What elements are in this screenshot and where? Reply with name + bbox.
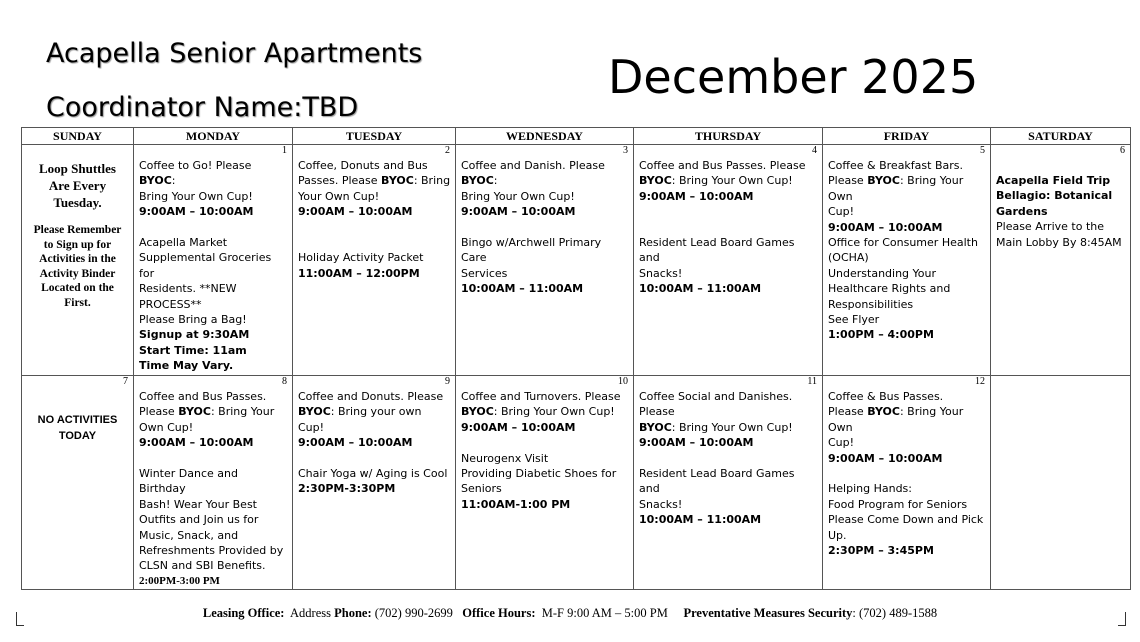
event-time: 9:00AM – 10:00AM	[461, 420, 576, 434]
event-line: Winter Dance and Birthday	[139, 467, 238, 496]
event-time: 2:30PM – 3:45PM	[828, 544, 934, 558]
event-line: Please Come Down and Pick	[828, 513, 984, 527]
event-line: Coffee & Breakfast Bars.	[828, 159, 963, 172]
day-header-row	[22, 128, 1131, 145]
event-line: Snacks!	[639, 497, 683, 511]
day-cell-1	[134, 145, 293, 376]
event-line: Coffee and Turnovers. Please	[461, 390, 621, 403]
day-cell-7	[22, 376, 134, 590]
event-line: Cup!	[828, 205, 855, 219]
event-time: 2:00PM-3:00 PM	[139, 574, 220, 587]
event-time: 9:00AM – 10:00AM	[639, 436, 754, 450]
event-line: Coffee and Bus Passes. Please	[639, 159, 806, 172]
event-line: Your Own Cup!	[298, 189, 380, 203]
date-number: 11	[807, 376, 817, 387]
no-activities-note: NO ACTIVITIES	[37, 414, 118, 426]
event-line: Services	[461, 266, 508, 280]
month-title: December 2025	[608, 50, 979, 104]
day-header-tuesday: TUESDAY	[293, 128, 456, 145]
event-line: Snacks!	[639, 266, 683, 280]
day-header-friday: FRIDAY	[823, 128, 991, 145]
day-header-sunday: SUNDAY	[22, 128, 134, 145]
day-cell-5	[823, 145, 991, 376]
event-time: 9:00AM – 10:00AM	[139, 436, 254, 450]
event-line: Providing Diabetic Shoes for	[461, 467, 617, 481]
event-line: Resident Lead Board Games and	[639, 467, 795, 496]
event-line: Bingo w/Archwell Primary Care	[461, 236, 602, 265]
event-line: BYOC: Bring Your Own Cup!	[461, 405, 615, 419]
event-line: Bring Your Own Cup!	[461, 189, 575, 203]
event-line: Please Arrive to the	[996, 220, 1104, 234]
coordinator-name: Coordinator Name:TBD	[46, 92, 359, 123]
event-time: 1:00PM – 4:00PM	[828, 328, 934, 342]
crop-mark-left	[16, 612, 24, 626]
event-line: Please BYOC: Bring Your	[139, 405, 275, 419]
week-row-1	[22, 145, 1131, 376]
event-line: Cup!	[828, 436, 855, 450]
event-time: 10:00AM – 11:00AM	[639, 513, 762, 527]
event-line: Main Lobby By 8:45AM	[996, 235, 1122, 249]
event-line: Chair Yoga w/ Aging is Cool	[298, 467, 448, 481]
event-line: Bash! Wear Your Best	[139, 497, 257, 511]
event-line: Healthcare Rights and	[828, 282, 951, 296]
event-line: Coffee to Go! Please BYOC:	[139, 159, 252, 188]
event-line: Coffee and Danish. Please BYOC:	[461, 159, 605, 188]
day-cell-4	[634, 145, 823, 376]
event-line: Please Bring a Bag!	[139, 313, 247, 327]
event-line: PROCESS**	[139, 297, 202, 311]
event-time: 10:00AM – 11:00AM	[461, 282, 584, 296]
event-time: 2:30PM-3:30PM	[298, 482, 396, 496]
day-cell-6	[991, 145, 1131, 376]
event-line: Responsibilities	[828, 297, 914, 311]
event-line: Gardens	[996, 204, 1048, 218]
event-time: 10:00AM – 11:00AM	[639, 282, 762, 296]
day-cell-8	[134, 376, 293, 590]
footer-contact: Leasing Office: Address Phone: (702) 990-2699 Office Hours: M-F 9:00 AM – 5:00 PM Preventative Measures Security: (702) 489-1588	[202, 606, 938, 620]
event-line: Holiday Activity Packet	[298, 251, 424, 265]
event-line: Acapella Field Trip	[996, 174, 1111, 187]
event-time: 9:00AM – 10:00AM	[828, 220, 943, 234]
crop-mark-right	[1118, 612, 1126, 626]
event-line: Coffee and Bus Passes.	[139, 390, 267, 403]
day-cell-3	[456, 145, 634, 376]
event-line: Neurogenx Visit	[461, 451, 549, 465]
event-time: 9:00AM – 10:00AM	[639, 189, 754, 203]
event-line: Resident Lead Board Games and	[639, 236, 795, 265]
day-cell-10	[456, 376, 634, 590]
event-time: 9:00AM – 10:00AM	[461, 205, 576, 219]
event-time: 11:00AM – 12:00PM	[298, 266, 420, 280]
shuttle-note: Loop Shuttles Are Every Tuesday.	[39, 161, 116, 210]
property-name: Acapella Senior Apartments	[46, 38, 423, 69]
date-number: 4	[812, 145, 817, 156]
event-time: Signup at 9:30AM	[139, 328, 250, 342]
event-line: Residents. **NEW	[139, 282, 237, 296]
date-number: 5	[980, 145, 985, 156]
day-header-monday: MONDAY	[134, 128, 293, 145]
date-number: 10	[618, 376, 628, 387]
date-number: 8	[282, 376, 287, 387]
event-time: 9:00AM – 10:00AM	[298, 205, 413, 219]
event-line: BYOC: Bring Your Own Cup!	[639, 420, 793, 434]
event-line: Up.	[828, 528, 847, 542]
date-number: 12	[975, 376, 985, 387]
day-header-saturday: SATURDAY	[991, 128, 1131, 145]
event-line: Coffee and Donuts. Please	[298, 390, 444, 403]
date-number: 2	[445, 145, 450, 156]
event-line: Outfits and Join us for	[139, 513, 259, 527]
week-row-2	[22, 376, 1131, 590]
day-cell-13	[991, 376, 1131, 590]
event-time: 9:00AM – 10:00AM	[298, 436, 413, 450]
event-time: 9:00AM – 10:00AM	[139, 205, 254, 219]
day-header-wednesday: WEDNESDAY	[456, 128, 634, 145]
event-line: Supplemental Groceries for	[139, 251, 272, 280]
event-line: See Flyer	[828, 313, 880, 327]
event-line: Own Cup!	[139, 420, 194, 434]
event-line: Food Program for Seniors	[828, 497, 968, 511]
day-cell-nov-30	[22, 145, 134, 376]
event-time: 11:00AM-1:00 PM	[461, 497, 571, 511]
event-line: Helping Hands:	[828, 482, 912, 496]
event-line: Acapella Market	[139, 236, 228, 250]
event-time: 9:00AM – 10:00AM	[828, 451, 943, 465]
day-cell-12	[823, 376, 991, 590]
event-line: Understanding Your	[828, 266, 937, 280]
event-line: CLSN and SBI Benefits.	[139, 559, 266, 573]
date-number: 7	[123, 376, 128, 387]
day-header-thursday: THURSDAY	[634, 128, 823, 145]
event-line: (OCHA)	[828, 251, 869, 265]
date-number: 6	[1120, 145, 1125, 156]
event-line: Office for Consumer Health	[828, 236, 978, 250]
date-number: 1	[282, 145, 287, 156]
event-line: Refreshments Provided by	[139, 544, 284, 558]
event-line: Coffee Social and Danishes. Please	[639, 390, 793, 419]
event-line: Music, Snack, and	[139, 528, 239, 542]
event-line: Coffee, Donuts and Bus	[298, 159, 428, 172]
event-line: BYOC: Bring Your Own Cup!	[639, 174, 793, 188]
event-line: Please BYOC: Bring Your Own	[828, 174, 964, 203]
date-number: 3	[623, 145, 628, 156]
no-activities-note: TODAY	[58, 430, 97, 442]
event-line: Seniors	[461, 482, 502, 496]
event-line: Passes. Please BYOC: Bring	[298, 174, 451, 188]
event-line: Bring Your Own Cup!	[139, 189, 253, 203]
event-time: Start Time: 11am	[139, 343, 247, 357]
signup-note: Please Remember to Sign up for Activities in the Activity Binder Located on the First.	[33, 224, 122, 309]
calendar-table	[21, 127, 1131, 590]
event-line: Bellagio: Botanical	[996, 189, 1113, 203]
day-cell-9	[293, 376, 456, 590]
event-line: Time May Vary.	[139, 359, 234, 373]
event-line: Coffee & Bus Passes.	[828, 390, 944, 403]
event-line: BYOC: Bring your own Cup!	[298, 405, 422, 434]
event-line: Please BYOC: Bring Your Own	[828, 405, 964, 434]
date-number: 9	[445, 376, 450, 387]
day-cell-11	[634, 376, 823, 590]
day-cell-2	[293, 145, 456, 376]
